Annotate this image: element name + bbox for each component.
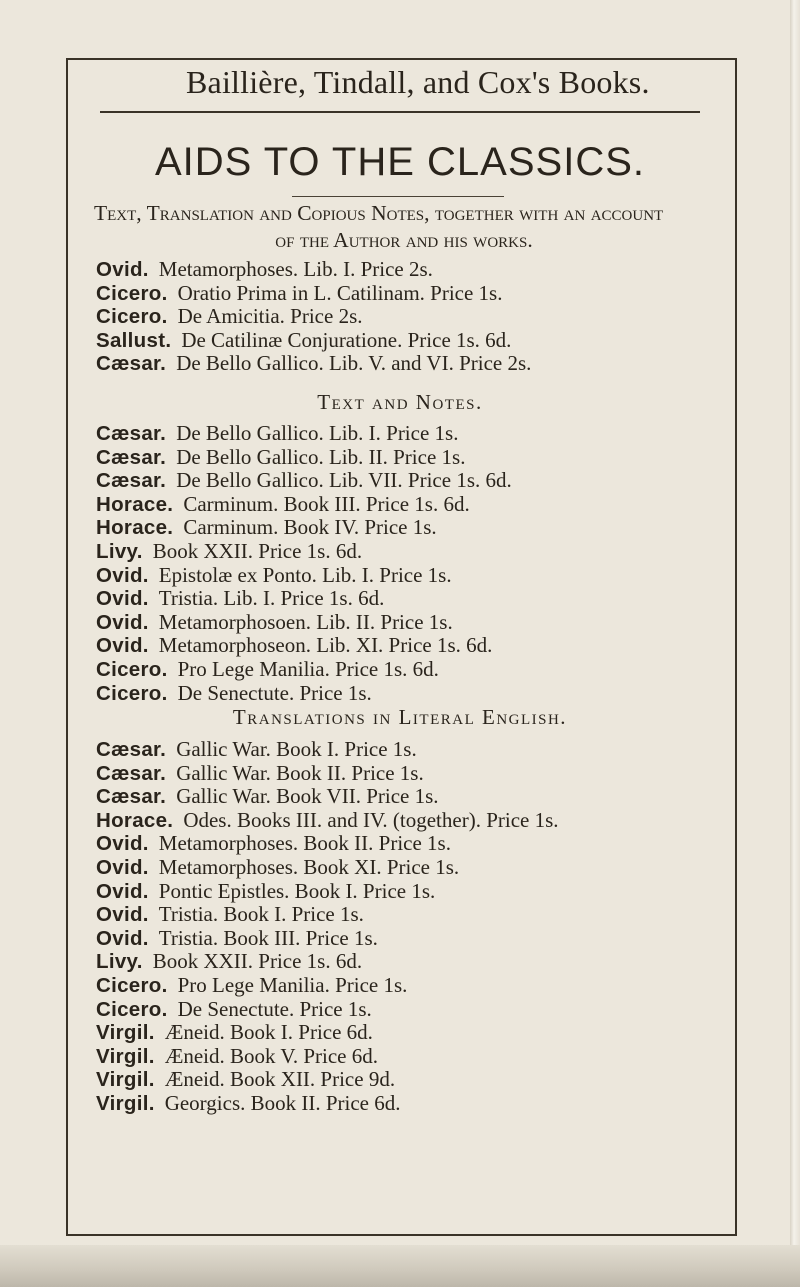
book-description: De Bello Gallico. Lib. II. Price 1s. [176, 444, 466, 469]
author-name: Virgil. [96, 1021, 155, 1045]
book-description: Metamorphoses. Book II. Price 1s. [158, 831, 451, 856]
author-name: Ovid. [96, 610, 149, 634]
author-name: Livy. [96, 539, 143, 563]
book-description: Carminum. Book III. Price 1s. 6d. [183, 491, 470, 516]
page-edge-shadow [790, 0, 800, 1287]
section-text-translation-notes [96, 258, 736, 376]
list-item [96, 974, 736, 998]
author-name: Cæsar. [96, 738, 167, 761]
book-description: Georgics. Book II. Price 6d. [164, 1090, 401, 1115]
book-description: De Bello Gallico. Lib. I. Price 1s. [176, 421, 459, 445]
book-description: Metamorphoseon. Lib. XI. Price 1s. 6d. [158, 633, 493, 658]
author-name: Ovid. [96, 879, 149, 903]
book-description: De Bello Gallico. Lib. VII. Price 1s. 6d. [176, 468, 512, 493]
author-name: Cæsar. [96, 352, 167, 376]
list-item [96, 658, 736, 682]
author-name: Horace. [96, 516, 174, 540]
frame-border-top [68, 58, 736, 60]
section-heading-translations: Translations in Literal English. [232, 705, 568, 729]
list-item [96, 469, 736, 493]
author-name: Livy. [96, 950, 143, 974]
book-description: Gallic War. Book I. Price 1s. [176, 737, 417, 761]
section-translations [96, 738, 736, 1116]
book-description: Book XXII. Price 1s. 6d. [152, 949, 363, 974]
list-item [96, 738, 736, 762]
author-name: Cicero. [96, 997, 168, 1021]
author-name: Sallust. [96, 328, 172, 352]
author-name: Ovid. [96, 587, 149, 611]
author-name: Cicero. [96, 281, 168, 305]
list-item [96, 903, 736, 927]
list-item [96, 856, 736, 880]
list-item [96, 682, 736, 706]
author-name: Cæsar. [96, 785, 167, 809]
book-description: Gallic War. Book II. Price 1s. [176, 760, 424, 785]
intro-line-1: Text, Translation and Copious Notes, together with an account [94, 201, 664, 225]
book-description: Æneid. Book XII. Price 9d. [164, 1067, 396, 1092]
list-item [96, 352, 736, 376]
author-name: Cæsar. [96, 469, 167, 493]
list-item [96, 282, 736, 306]
author-name: Horace. [96, 492, 174, 516]
list-item [96, 1021, 736, 1045]
title-rule [292, 196, 504, 197]
book-description: De Amicitia. Price 2s. [177, 304, 363, 329]
book-description: Metamorphosoen. Lib. II. Price 1s. [158, 609, 453, 634]
book-description: Odes. Books III. and IV. (together). Price 1s. [183, 807, 559, 832]
list-item [96, 998, 736, 1022]
book-description: De Senectute. Price 1s. [177, 996, 372, 1021]
list-item [96, 785, 736, 809]
author-name: Cicero. [96, 681, 168, 705]
book-description: Carminum. Book IV. Price 1s. [183, 515, 437, 540]
book-description: Pontic Epistles. Book I. Price 1s. [158, 878, 436, 903]
section-text-and-notes [96, 422, 736, 705]
author-name: Cicero. [96, 657, 168, 681]
list-item [96, 305, 736, 329]
author-name: Cæsar. [96, 761, 167, 785]
list-item [96, 611, 736, 635]
page-title: AIDS TO THE CLASSICS. [154, 140, 646, 184]
list-item [96, 880, 736, 904]
author-name: Ovid. [96, 634, 149, 658]
book-description: Æneid. Book I. Price 6d. [164, 1020, 373, 1045]
list-item [96, 634, 736, 658]
author-name: Ovid. [96, 903, 149, 927]
list-item [96, 587, 736, 611]
author-name: Ovid. [96, 258, 149, 281]
list-item [96, 927, 736, 951]
list-item [96, 1045, 736, 1069]
book-description: De Senectute. Price 1s. [177, 680, 372, 705]
author-name: Virgil. [96, 1044, 155, 1068]
author-name: Horace. [96, 808, 174, 832]
book-description: Pro Lege Manilia. Price 1s. [177, 972, 408, 997]
page-bottom-shadow [0, 1245, 800, 1287]
book-description: Metamorphoses. Book XI. Price 1s. [158, 854, 460, 879]
list-item [96, 762, 736, 786]
author-name: Cicero. [96, 973, 168, 997]
book-description: Epistolæ ex Ponto. Lib. I. Price 1s. [158, 562, 452, 587]
book-description: Tristia. Lib. I. Price 1s. 6d. [158, 586, 385, 611]
publisher-header: Baillière, Tindall, and Cox's Books. [186, 64, 650, 100]
book-description: Tristia. Book I. Price 1s. [158, 902, 364, 927]
list-item [96, 809, 736, 833]
author-name: Virgil. [96, 1091, 155, 1115]
author-name: Ovid. [96, 855, 149, 879]
book-description: Gallic War. Book VII. Price 1s. [176, 784, 439, 809]
list-item [96, 329, 736, 353]
list-item [96, 832, 736, 856]
author-name: Virgil. [96, 1068, 155, 1092]
list-item [96, 540, 736, 564]
book-description: Oratio Prima in L. Catilinam. Price 1s. [177, 280, 503, 305]
list-item [96, 1092, 736, 1116]
book-description: Tristia. Book III. Price 1s. [158, 925, 378, 950]
book-description: Metamorphoses. Lib. I. Price 2s. [158, 257, 433, 281]
intro-line-2: of the Author and his works. [275, 228, 533, 252]
book-description: De Catilinæ Conjuratione. Price 1s. 6d. [181, 327, 512, 352]
author-name: Ovid. [96, 926, 149, 950]
author-name: Cæsar. [96, 422, 167, 445]
list-item [96, 258, 736, 282]
book-description: Book XXII. Price 1s. 6d. [152, 538, 363, 563]
book-description: Æneid. Book V. Price 6d. [164, 1043, 378, 1068]
section-heading-text-and-notes: Text and Notes. [317, 390, 483, 414]
list-item [96, 493, 736, 517]
list-item [96, 516, 736, 540]
author-name: Ovid. [96, 832, 149, 856]
author-name: Cicero. [96, 305, 168, 329]
list-item [96, 422, 736, 446]
frame-border-bottom [66, 1234, 737, 1236]
header-rule [100, 111, 700, 113]
author-name: Ovid. [96, 563, 149, 587]
list-item [96, 950, 736, 974]
list-item [96, 1068, 736, 1092]
author-name: Cæsar. [96, 445, 167, 469]
frame-border-left [66, 58, 68, 1236]
list-item [96, 446, 736, 470]
book-description: Pro Lege Manilia. Price 1s. 6d. [177, 656, 439, 681]
list-item [96, 564, 736, 588]
intro-text [94, 200, 734, 254]
book-description: De Bello Gallico. Lib. V. and VI. Price 2s. [176, 351, 532, 376]
